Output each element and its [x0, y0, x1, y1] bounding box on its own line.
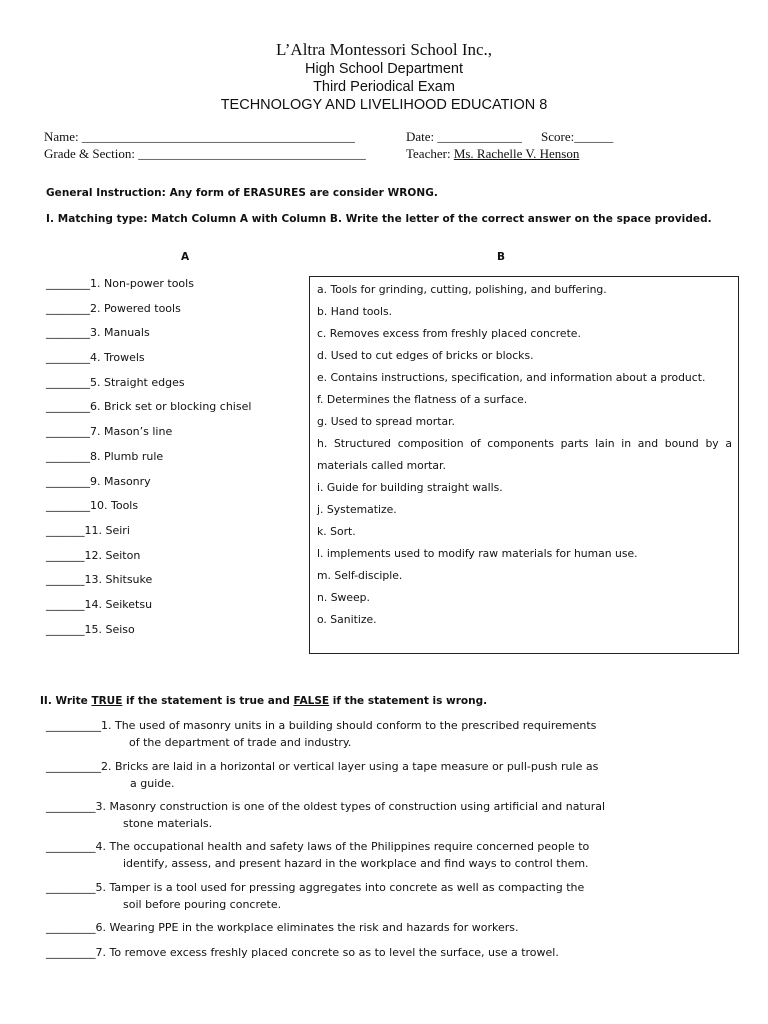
column-b-option: l. implements used to modify raw materials for human use. [317, 547, 638, 560]
column-b-option: h. Structured composition of components parts lain in and bound by a materials called mortar. [317, 437, 732, 472]
column-a-item: ________1. Non-power tools [46, 277, 194, 290]
column-b-option: i. Guide for building straight walls. [317, 481, 503, 494]
false-word: FALSE [293, 695, 330, 707]
column-a-item: ________6. Brick set or blocking chisel [46, 400, 252, 414]
column-b-option: e. Contains instructions, specification, and information about a product. [317, 371, 706, 384]
column-a-item: ________5. Straight edges [46, 375, 185, 389]
column-b-option: c. Removes excess from freshly placed concrete. [317, 327, 581, 340]
tf-item-continuation: stone materials. [123, 816, 213, 830]
true-word: TRUE [91, 695, 123, 707]
school-name: L’Altra Montessori School Inc., [275, 40, 493, 59]
name-label: Name: [44, 129, 79, 144]
tf-item [46, 799, 716, 832]
column-b-option: n. Sweep. [317, 591, 370, 604]
column-b-option: o. Sanitize. [317, 613, 377, 626]
grade-line [44, 146, 366, 162]
column-a-item: ________10. Tools [46, 499, 139, 513]
tf-item [46, 945, 716, 962]
grade-label: Grade & Section: [44, 146, 135, 161]
general-instruction: General Instruction: Any form of ERASURES are consider WRONG. [46, 187, 438, 199]
date-label: Date: [406, 129, 435, 144]
department-name: High School Department [305, 61, 463, 77]
tf-item [46, 718, 716, 751]
tf-item-text: _________7. To remove excess freshly placed concrete so as to level the surface, use a trowel. [46, 946, 559, 959]
column-a-item: _______12. Seiton [46, 548, 141, 562]
column-b-option: g. Used to spread mortar. [317, 415, 455, 428]
column-a-item: ________4. Trowels [46, 351, 145, 365]
column-b-option: b. Hand tools. [317, 305, 393, 318]
tf-item [46, 920, 716, 937]
tf-item-continuation: a guide. [130, 776, 175, 790]
exam-header [0, 40, 768, 114]
column-a-item: ________9. Masonry [46, 474, 151, 488]
tf-item-text: __________1. The used of masonry units in a building should conform to the prescribed requirements [46, 719, 597, 732]
tf-item-text: _________4. The occupational health and safety laws of the Philippines require concerned people to [46, 840, 590, 853]
column-a-heading: A [181, 251, 190, 263]
name-line [44, 129, 355, 145]
tf-item [46, 839, 716, 872]
name-blank: __________________________________________ [81, 129, 355, 144]
column-a [46, 276, 251, 646]
column-a-item: ________8. Plumb rule [46, 449, 164, 463]
section2-title-post: if the statement is wrong. [329, 695, 488, 707]
column-a-item: _______14. Seiketsu [46, 597, 153, 611]
teacher-line [406, 146, 579, 162]
column-b-option: k. Sort. [317, 525, 356, 538]
tf-item-text: _________6. Wearing PPE in the workplace eliminates the risk and hazards for workers. [46, 921, 519, 934]
column-a-item: ________7. Mason’s line [46, 425, 173, 439]
score-label: Score: [541, 129, 575, 144]
section2-title-pre: II. Write [40, 695, 92, 707]
date-line [406, 129, 522, 145]
tf-item-continuation: identify, assess, and present hazard in the workplace and find ways to control them. [123, 856, 589, 870]
tf-item-continuation: soil before pouring concrete. [123, 897, 282, 911]
section2-title-mid: if the statement is true and [122, 695, 294, 707]
column-a-item: _______15. Seiso [46, 622, 135, 636]
tf-item-text: __________2. Bricks are laid in a horizontal or vertical layer using a tape measure or pull-push rule as [46, 760, 599, 773]
teacher-label: Teacher: [406, 146, 451, 161]
column-b-option: d. Used to cut edges of bricks or blocks. [317, 349, 534, 362]
column-b-option: a. Tools for grinding, cutting, polishing, and buffering. [317, 283, 607, 296]
score-line [541, 129, 613, 145]
column-a-item: _______11. Seiri [46, 523, 130, 537]
tf-item-text: _________3. Masonry construction is one of the oldest types of construction using artificial and natural [46, 800, 606, 813]
tf-item [46, 880, 716, 913]
column-a-item: _______13. Shitsuke [46, 573, 153, 587]
teacher-name: Ms. Rachelle V. Henson [453, 146, 580, 161]
exam-name: Third Periodical Exam [313, 79, 455, 95]
column-b-option: j. Systematize. [317, 503, 397, 516]
subject-name: TECHNOLOGY AND LIVELIHOOD EDUCATION 8 [220, 97, 548, 113]
column-a-item: ________2. Powered tools [46, 301, 181, 315]
section1-title: I. Matching type: Match Column A with Column B. Write the letter of the correct answer on the space provided. [46, 213, 712, 225]
grade-blank: ___________________________________ [138, 146, 366, 161]
score-blank: ______ [574, 129, 614, 144]
column-b-option: m. Self-disciple. [317, 569, 403, 582]
date-blank: _____________ [437, 129, 522, 144]
tf-item-continuation: of the department of trade and industry. [129, 735, 352, 749]
tf-item [46, 759, 716, 792]
column-b-box [309, 276, 739, 654]
column-b-option: f. Determines the flatness of a surface. [317, 393, 528, 406]
tf-item-text: _________5. Tamper is a tool used for pressing aggregates into concrete as well as compacting the [46, 881, 585, 894]
column-a-item: ________3. Manuals [46, 326, 150, 340]
section2-title [40, 695, 487, 707]
column-b-heading: B [497, 251, 506, 263]
